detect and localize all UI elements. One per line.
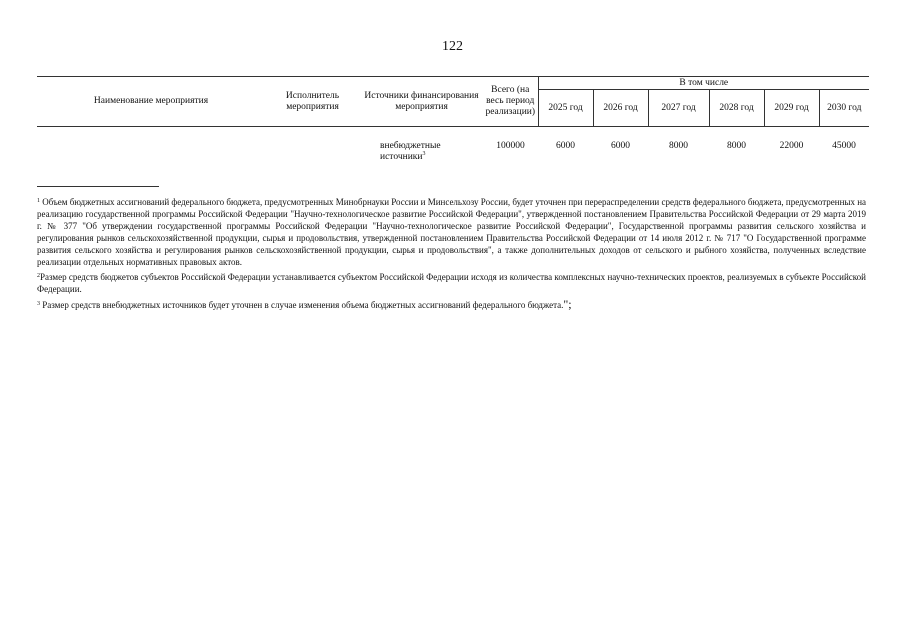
footnote-mark: 1 bbox=[37, 198, 40, 204]
cell-executor bbox=[265, 127, 360, 165]
cell-2029: 22000 bbox=[779, 141, 804, 151]
header-year-2028: 2028 год bbox=[709, 90, 764, 127]
footnotes bbox=[37, 196, 866, 314]
cell-source bbox=[360, 127, 483, 165]
header-including: В том числе bbox=[538, 77, 869, 90]
footnote-mark: 2 bbox=[37, 273, 40, 279]
footnote-3 bbox=[37, 298, 866, 311]
header-name: Наименование мероприятия bbox=[37, 77, 265, 127]
header-total: Всего (на весь период реализации) bbox=[483, 77, 538, 127]
header-sources: Источники финансирования мероприятия bbox=[360, 77, 483, 127]
footnote-text: Размер средств бюджетов субъектов Российской Федерации устанавливается субъектом Российской Федерации исходя из количества комплексных научно-технических проектов, реализуемых в субъекте Российской Федерации. bbox=[37, 272, 866, 294]
cell-2028: 8000 bbox=[727, 141, 746, 151]
header-executor: Исполнитель мероприятия bbox=[265, 77, 360, 127]
cell-2026: 6000 bbox=[611, 141, 630, 151]
header-year-2026: 2026 год bbox=[593, 90, 648, 127]
page-number: 122 bbox=[442, 39, 463, 54]
header-year-2027: 2027 год bbox=[648, 90, 709, 127]
footnote-ref: 3 bbox=[422, 151, 426, 157]
cell-source-text: внебюджетные источники bbox=[380, 141, 441, 162]
cell-2025: 6000 bbox=[556, 141, 575, 151]
cell-2030: 45000 bbox=[832, 141, 856, 151]
header-year-2030: 2030 год bbox=[819, 90, 869, 127]
funding-table bbox=[37, 76, 869, 164]
cell-total: 100000 bbox=[496, 141, 525, 151]
footnote-mark: 3 bbox=[37, 301, 40, 307]
table-row bbox=[37, 127, 869, 165]
footnote-2 bbox=[37, 271, 866, 295]
cell-2027: 8000 bbox=[669, 141, 688, 151]
footnote-1 bbox=[37, 196, 866, 268]
cell-name bbox=[37, 127, 265, 165]
header-year-2025: 2025 год bbox=[538, 90, 593, 127]
footnote-text: Размер средств внебюджетных источников будет уточнен в случае изменения объема бюджетных ассигнований федерального бюджета. bbox=[42, 300, 564, 310]
closing-quote: "; bbox=[563, 297, 572, 311]
footnote-text: Объем бюджетных ассигнований федерального бюджета, предусмотренных Минобрнауки России и Минсельхозу России, будет уточнен при перераспределении средств федерального бюджета, предусмотренных на реализацию государственной программы Российской Федерации "Научно-технологическое развитие Российской Федерации", утвержденной постановлением Правительства Российской Федерации от 29 марта 2019 г. № 377 "Об утверждении государственной программы Российской Федерации "Научно-технологическое развитие Российской Федерации", Государственной программы развития сельского хозяйства и регулирования рынков сельскохозяйственной продукции, сырья и продовольствия, утвержденной постановлением Правительства Российской Федерации от 14 июля 2012 г. № 717 "О Государственной программе развития сельского хозяйства и регулирования рынков сельскохозяйственной продукции, сырья и продовольствия", а также дополнительных доходов от сельского и рыбного хозяйства, полученных вследствие реализации отдельных нормативных правовых актов. bbox=[37, 197, 867, 267]
header-year-2029: 2029 год bbox=[764, 90, 819, 127]
footnote-separator bbox=[37, 186, 159, 187]
